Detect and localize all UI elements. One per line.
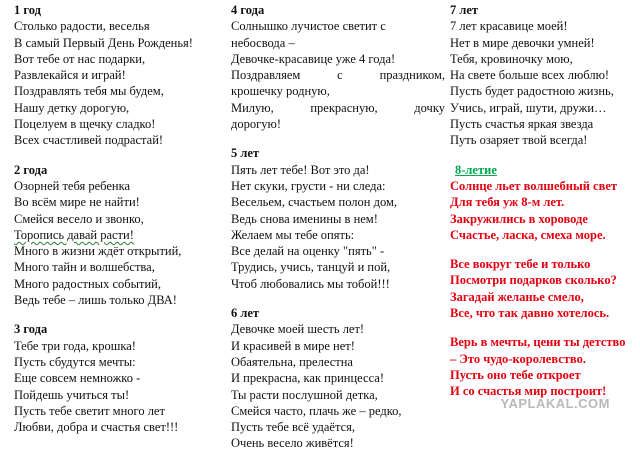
poem-line: Тебя, кровиночку мою, [450, 51, 573, 66]
poem-line: Чтоб любовались мы тобой!!! [231, 276, 390, 291]
poem-line: Девочке моей шесть лет! [231, 322, 365, 337]
poem-line-red: – Это чудо-королевство. [450, 351, 586, 366]
poem-line: Смейся часто, плачь же – редко, [231, 403, 402, 418]
poem-title: 2 года [14, 162, 48, 177]
poem-line: Нет в мире девочки умней! [450, 35, 595, 50]
spellcheck-underlined-line: Торопись давай расти! [14, 227, 134, 242]
site-watermark: YAPLAKAL.COM [500, 396, 610, 411]
poem-line: Пусть тебе светит много лет [14, 403, 165, 418]
poem-line: Любви, добра и счастья свет!!! [14, 420, 179, 435]
poem-line-red: Загадай желанье смело, [450, 289, 584, 304]
column-3 [450, 2, 638, 413]
poem-line: Во всём мире не найти! [14, 195, 140, 210]
poem-line: Много тайн и волшебства, [14, 260, 155, 275]
poem-5-years [231, 145, 445, 292]
poem-line: Много радостных событий, [14, 276, 161, 291]
poem-line: Ты расти послушной детка, [231, 387, 378, 402]
poem-title: 4 года [231, 3, 265, 17]
poem-title: 5 лет [231, 146, 260, 161]
poem-8-years [450, 162, 638, 400]
poem-line: Развлекайся и играй! [14, 68, 126, 83]
poem-line: Поцелуем в щечку сладко! [14, 117, 156, 132]
poem-line-red: Посмотри подарков сколько? [450, 273, 617, 288]
poem-line: Очень весело живётся! [231, 436, 354, 451]
poem-line-red: Пусть оно тебе откроет [450, 367, 581, 382]
poem-line: Столько радости, веселья [14, 19, 150, 34]
poem-line: Путь озаряет твой всегда! [450, 133, 588, 148]
poem-line: Всех счастливей подрастай! [14, 133, 164, 148]
poem-line: Пусть будет радостною жизнь, [450, 84, 614, 99]
poem-line-red: Верь в мечты, цени ты детство [450, 335, 626, 350]
poem-line: Девочке-красавице уже 4 года! [231, 51, 396, 66]
poem-line [14, 227, 222, 243]
poem-line: Ведь снова именины в нем! [231, 211, 378, 226]
poem-line: Озорней тебя ребенка [14, 178, 131, 193]
poem-line-red: Все, что так давно хотелось. [450, 306, 610, 321]
poem-line: Ведь тебе – лишь только ДВА! [14, 293, 177, 308]
poem-line: Пусть счастья яркая звезда [450, 117, 594, 132]
column-1 [14, 2, 222, 448]
poem-line: Поздравлять тебя мы будем, [14, 84, 164, 99]
poem-line: Пусть сбудутся мечты: [14, 354, 136, 369]
poem-line: Много в жизни ждёт открытий, [14, 244, 182, 259]
poem-line: Весельем, счастьем полон дом, [231, 195, 398, 210]
poem-6-years [231, 305, 445, 452]
poem-line-red: И со счастья мир построит! [450, 384, 607, 399]
poem-line: И красивей в мире нет! [231, 338, 355, 353]
stanza-gap [450, 321, 638, 334]
poem-line: Тебе три года, крошка! [14, 338, 136, 353]
poem-line: дорогую! [231, 117, 281, 132]
poem-line: Пять лет тебе! Вот это да! [231, 162, 370, 177]
poem-line: Солнышко лучистое светит с [231, 19, 386, 34]
poem-line: Пусть тебе всё удаётся, [231, 420, 355, 435]
poem-title: 7 лет [450, 3, 479, 17]
poem-line: Трудись, учись, танцуй и пой, [231, 260, 391, 275]
poem-2-years [14, 162, 222, 309]
poem-line: Вот тебе от нас подарки, [14, 51, 146, 66]
poem-line: Милую, прекрасную, дочку [231, 100, 445, 115]
poem-line-red: Закружились в хороводе [450, 211, 588, 226]
poem-line: В самый Первый День Рожденья! [14, 35, 193, 50]
column-2 [231, 2, 445, 465]
poem-1-year [14, 2, 222, 149]
poem-line: И прекрасна, как принцесса! [231, 371, 385, 386]
poem-line: Обаятельна, прелестна [231, 354, 353, 369]
poem-7-years [450, 2, 638, 149]
poem-line: Все делай на оценку "пять" - [231, 244, 385, 259]
poem-line: небосвода – [231, 35, 295, 50]
poem-title: 3 года [14, 322, 48, 337]
poem-line-red: Для тебя уж 8-м лет. [450, 195, 565, 210]
poem-line: Нет скуки, грусти - ни следа: [231, 178, 386, 193]
poem-line-red: Счастье, ласка, смеха море. [450, 227, 606, 242]
poem-line: 7 лет красавице моей! [450, 19, 568, 34]
poem-4-years [231, 2, 445, 132]
poem-title: 6 лет [231, 306, 260, 321]
poem-line: Учись, играй, шути, дружи… [450, 100, 607, 115]
poem-line: Нашу детку дорогую, [14, 100, 130, 115]
poem-line: На свете больше всех люблю! [450, 68, 610, 83]
poem-line: Смейся весело и звонко, [14, 211, 144, 226]
poem-title: 1 год [14, 3, 41, 17]
poem-3-years [14, 321, 222, 435]
poem-line: крошечку родную, [231, 84, 330, 99]
poem-line: Еще совсем немножко - [14, 371, 141, 386]
poem-line-red: Солнце льет волшебный свет [450, 178, 618, 193]
poem-title-green: 8-летие [455, 162, 497, 177]
poem-line: Желаем мы тебе опять: [231, 227, 355, 242]
poem-line: Поздравляем с праздником, [231, 68, 445, 83]
poem-line-red: Все вокруг тебе и только [450, 257, 591, 272]
poem-line: Пойдешь учиться ты! [14, 387, 130, 402]
stanza-gap [450, 243, 638, 256]
